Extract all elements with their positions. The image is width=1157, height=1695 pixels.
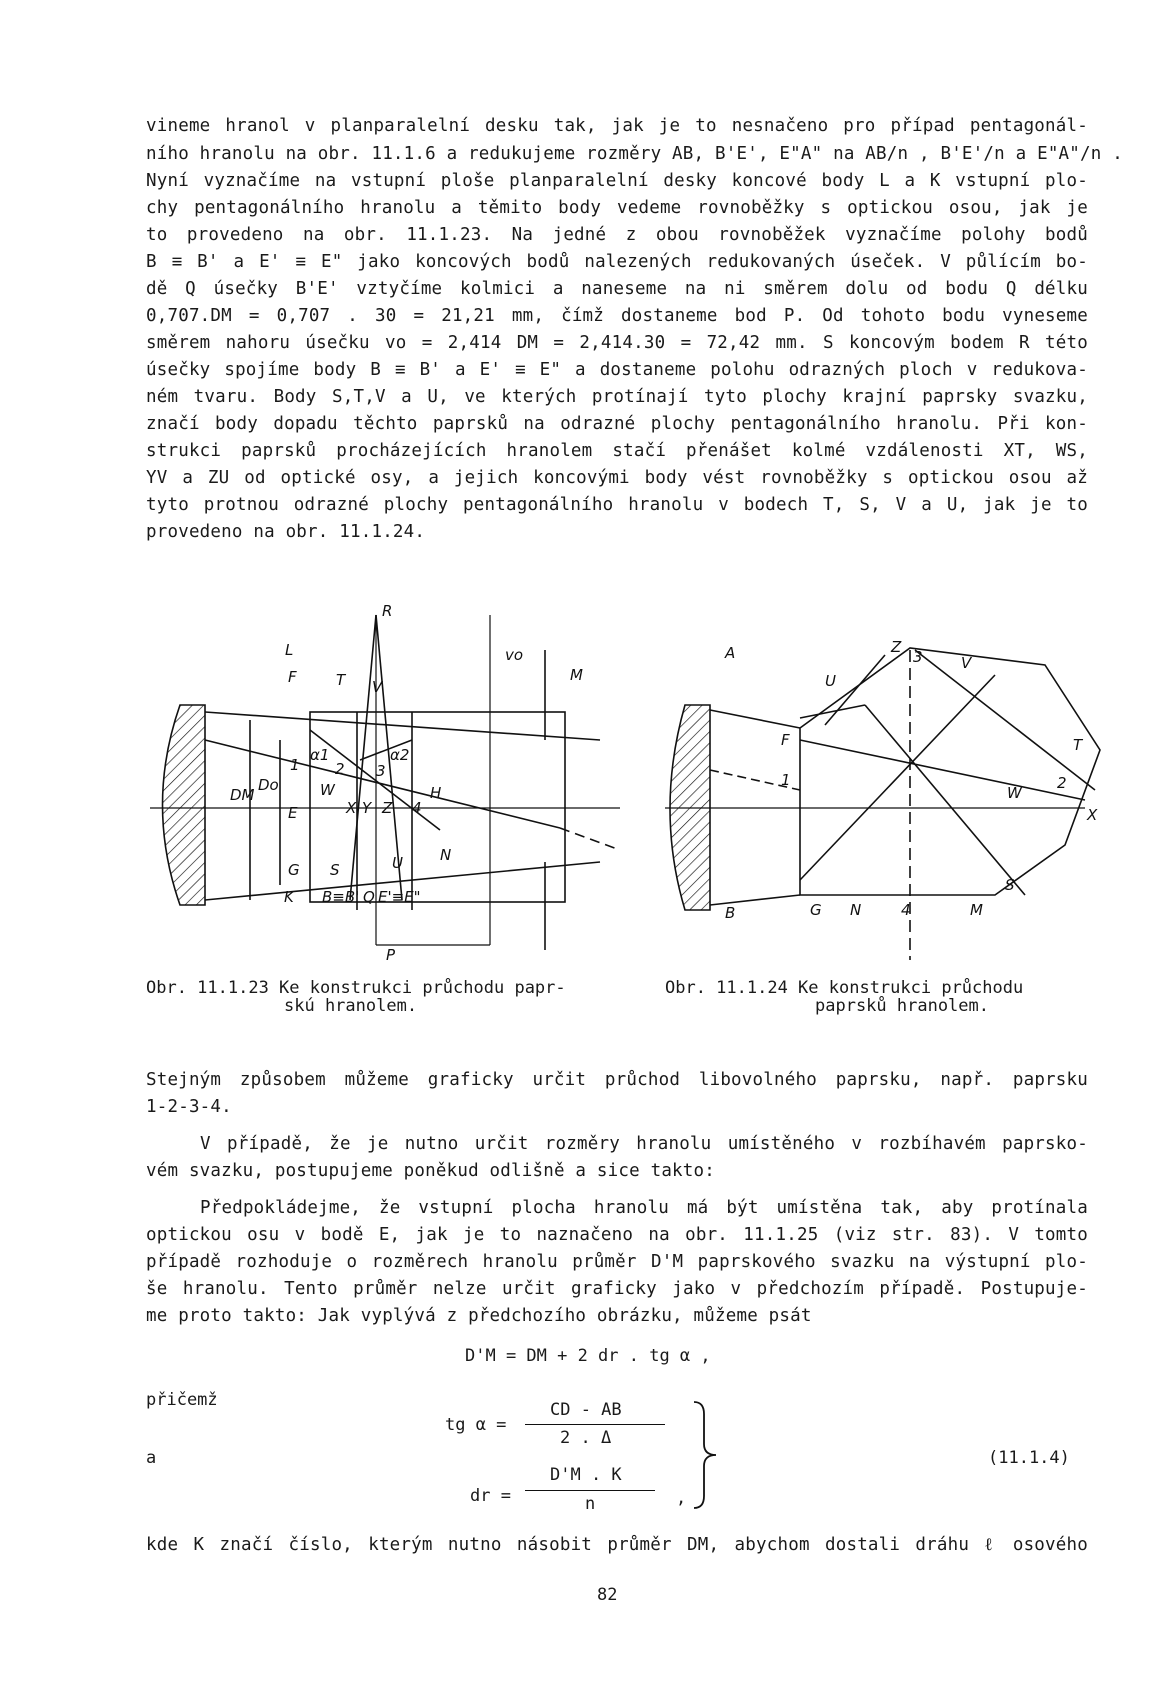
- label: X: [346, 799, 357, 817]
- label: 3: [376, 762, 386, 780]
- text-line: dě Q úsečky B'E' vztyčíme kolmici a naneseme na ni směrem dolu od bodu Q délku: [146, 279, 1088, 299]
- text-line: to provedeno na obr. 11.1.23. Na jedné z obou rovnoběžek vyznačíme polohy bodů: [146, 225, 1088, 245]
- label: 4: [901, 901, 911, 919]
- text-line: vineme hranol v planparalelní desku tak, jak je to nesnačeno pro případ pentagonál-: [146, 116, 1088, 136]
- text-line: optickou osu v bodě E, jak je to naznačeno na obr. 11.1.25 (viz str. 83). V tomto: [146, 1225, 1088, 1245]
- eq-tg-denominator: 2 . Δ: [560, 1428, 612, 1448]
- label: S: [330, 861, 340, 879]
- label: G: [810, 901, 822, 919]
- text-line: tyto protnou odrazné plochy pentagonálního hranolu v bodech T, S, V a U, jak je to: [146, 495, 1088, 515]
- label: W: [320, 781, 335, 799]
- text-line: směrem nahoru úsečku vo = 2,414 DM = 2,414.30 = 72,42 mm. S koncovým bodem R této: [146, 333, 1088, 353]
- text-line: 1-2-3-4.: [146, 1097, 232, 1117]
- eq-dr-denominator: n: [585, 1494, 596, 1514]
- text-line: B ≡ B' a E' ≡ E" jako koncových bodů nalezených redukovaných úseček. V půlícím bo-: [146, 252, 1088, 272]
- figure-11-1-24: [665, 640, 1105, 970]
- eq-tg-numerator: CD - AB: [550, 1400, 622, 1420]
- label: F: [781, 731, 790, 749]
- text-line: me proto takto: Jak vyplývá z předchozího obrázku, můžeme psát: [146, 1306, 812, 1326]
- label: Z: [891, 640, 902, 656]
- label: P: [386, 946, 396, 964]
- label: M: [570, 666, 583, 684]
- figure-caption-left: Obr. 11.1.23 Ke konstrukci průchodu papr-: [146, 978, 566, 998]
- eq-tg-lhs: tg α =: [445, 1415, 507, 1435]
- label: α1: [310, 746, 330, 764]
- label: G: [288, 861, 300, 879]
- label: 3: [913, 648, 923, 666]
- eq-dr-lhs: dr =: [470, 1486, 511, 1506]
- label: L: [285, 641, 294, 659]
- text-line: značí body dopadu těchto paprsků na odrazné plochy pentagonálního hranolu. Při kon-: [146, 414, 1088, 434]
- text-line: úsečky spojíme body B ≡ B' a E' ≡ E" a dostaneme polohu odrazných ploch v redukova-: [146, 360, 1088, 380]
- figure-caption-right: Obr. 11.1.24 Ke konstrukci průchodu: [665, 978, 1024, 998]
- page-number: 82: [597, 1585, 618, 1605]
- label: 1: [781, 771, 791, 789]
- figure-11-1-23: [150, 600, 640, 970]
- label: vo: [505, 646, 524, 664]
- label: K: [284, 888, 294, 906]
- text-line: Stejným způsobem můžeme graficky určit průchod libovolného paprsku, např. paprsku: [146, 1070, 1088, 1090]
- eq-dr-tail: ,: [676, 1488, 687, 1508]
- label: 2: [335, 760, 345, 778]
- text-line: vém svazku, postupujeme poněkud odlišně a sice takto:: [146, 1161, 716, 1181]
- lens-shape: [163, 705, 206, 905]
- equation-brace: [690, 1400, 730, 1510]
- label: Y: [362, 799, 372, 817]
- text-line: še hranolu. Tento průměr nelze určit graficky jako v předchozím případě. Postupuje-: [146, 1279, 1088, 1299]
- text-a: a: [146, 1448, 157, 1468]
- label: 2: [1057, 774, 1067, 792]
- label: V: [372, 678, 383, 696]
- label: S: [1005, 876, 1015, 894]
- label: A: [725, 644, 736, 662]
- label: N: [440, 846, 452, 864]
- text-line: provedeno na obr. 11.1.24.: [146, 522, 426, 542]
- label: T: [1073, 736, 1083, 754]
- text-line: ního hranolu na obr. 11.1.6 a redukujeme rozměry AB, B'E', E"A" na AB/n , B'E'/n a E"A"/n .: [146, 144, 1123, 164]
- fraction-bar: [525, 1490, 655, 1491]
- label: U: [825, 672, 836, 690]
- figure-caption-left-2: skú hranolem.: [284, 996, 418, 1016]
- label: Z: [382, 799, 393, 817]
- eq-dr-numerator: D'M . K: [550, 1465, 622, 1485]
- label: H: [430, 784, 442, 802]
- text-line: Nyní vyznačíme na vstupní ploše planparalelní desky koncové body L a K vstupní plo-: [146, 171, 1088, 191]
- label: E'≡E": [378, 888, 421, 906]
- label: α2: [390, 746, 410, 764]
- text-line: Předpokládejme, že vstupní plocha hranolu má být umístěna tak, aby protínala: [200, 1198, 1088, 1218]
- label: W: [1007, 784, 1022, 802]
- label: U: [392, 854, 403, 872]
- text-line: 0,707.DM = 0,707 . 30 = 21,21 mm, čímž dostaneme bod P. Od tohoto bodu vyneseme: [146, 306, 1088, 326]
- label: F: [288, 668, 297, 686]
- label: N: [850, 901, 862, 919]
- label: 1: [290, 756, 300, 774]
- label: X: [1087, 806, 1098, 824]
- label: DM: [230, 786, 255, 804]
- text-line: případě rozhoduje o rozměrech hranolu průměr D'M paprskového svazku na výstupní plo-: [146, 1252, 1088, 1272]
- text-line: kde K značí číslo, kterým nutno násobit průměr DM, abychom dostali dráhu ℓ osového: [146, 1535, 1088, 1555]
- figure-caption-right-2: paprsků hranolem.: [815, 996, 989, 1016]
- label: 4: [412, 799, 422, 817]
- label: R: [382, 602, 393, 620]
- equation-number: (11.1.4): [988, 1448, 1070, 1468]
- fraction-bar: [525, 1424, 665, 1425]
- label: E: [288, 804, 298, 822]
- text-line: chy pentagonálního hranolu a těmito body vedeme rovnoběžky s optickou osou, jak je: [146, 198, 1088, 218]
- label: V: [961, 654, 972, 672]
- text-line: YV a ZU od optické osy, a jejich koncovými body vést rovnoběžky s optickou osou až: [146, 468, 1088, 488]
- label: B: [725, 904, 736, 922]
- text-line: ném tvaru. Body S,T,V a U, ve kterých protínají tyto plochy krajní paprsky svazku,: [146, 387, 1088, 407]
- label: M: [970, 901, 983, 919]
- text-line: strukci paprsků procházejících hranolem stačí přenášet kolmé vzdálenosti XT, WS,: [146, 441, 1088, 461]
- label: B≡B': [322, 888, 360, 906]
- text-line: V případě, že je nutno určit rozměry hranolu umístěného v rozbíhavém paprsko-: [200, 1134, 1088, 1154]
- label: Q: [363, 888, 375, 906]
- text-pricemz: přičemž: [146, 1390, 218, 1410]
- equation-main: D'M = DM + 2 dr . tg α ,: [465, 1346, 711, 1366]
- label: T: [336, 671, 346, 689]
- label: Do: [258, 776, 279, 794]
